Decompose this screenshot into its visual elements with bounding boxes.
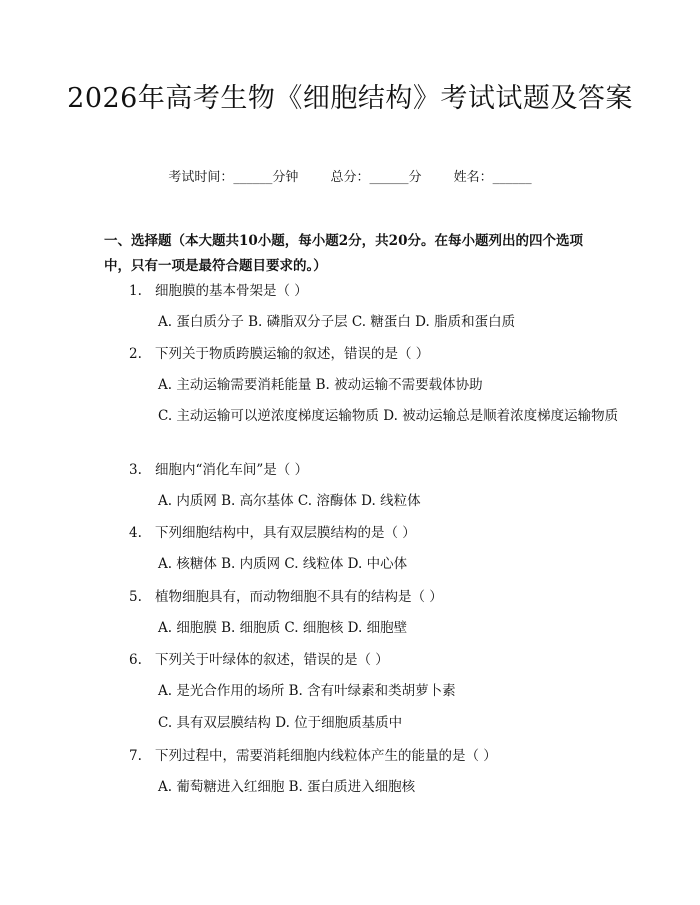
- question-1: [104, 277, 624, 305]
- options-line: A. 主动运输需要消耗能量 B. 被动运输不需要载体协助: [158, 377, 483, 393]
- options-line: A. 细胞膜 B. 细胞质 C. 细胞核 D. 细胞壁: [158, 620, 408, 636]
- question-stem: 下列细胞结构中，具有双层膜结构的是（ ）: [155, 525, 416, 541]
- question-1-options: [104, 308, 624, 336]
- question-6-options-b: [104, 709, 624, 737]
- question-number: 2.: [129, 346, 142, 362]
- exam-meta: [0, 168, 700, 188]
- question-4: [104, 519, 624, 547]
- question-5-options: [104, 614, 624, 642]
- exam-title: 2026年高考生物《细胞结构》考试试题及答案: [67, 83, 633, 114]
- student-name: 姓名：______: [453, 170, 532, 185]
- section-heading: 一、选择题（本大题共10小题，每小题2分，共20分。在每小题列出的四个选项中，只有一项是最符合题目要求的。）: [104, 233, 583, 274]
- options-line: C. 具有双层膜结构 D. 位于细胞质基质中: [158, 715, 403, 731]
- question-6: [104, 646, 624, 674]
- question-number: 1.: [129, 283, 142, 299]
- question-3-options: [104, 487, 624, 515]
- options-line: A. 是光合作用的场所 B. 含有叶绿素和类胡萝卜素: [158, 683, 456, 699]
- question-4-options: [104, 550, 624, 578]
- question-number: 6.: [129, 652, 142, 668]
- question-3: [104, 456, 624, 484]
- question-6-options-a: [104, 677, 624, 705]
- options-line: A. 葡萄糖进入红细胞 B. 蛋白质进入细胞核: [158, 779, 416, 795]
- question-stem: 下列关于叶绿体的叙述，错误的是（ ）: [155, 652, 389, 668]
- question-7-options: [104, 773, 624, 801]
- options-line: A. 内质网 B. 高尔基体 C. 溶酶体 D. 线粒体: [158, 493, 421, 509]
- question-number: 3.: [129, 462, 142, 478]
- question-number: 5.: [129, 589, 142, 605]
- question-number: 4.: [129, 525, 142, 541]
- question-stem: 下列过程中，需要消耗细胞内线粒体产生的能量的是（ ）: [155, 748, 497, 764]
- question-2-options-b: C. 主动运输可以逆浓度梯度运输物质 D. 被动运输总是顺着浓度梯度运输物质: [158, 408, 619, 424]
- question-stem: 下列关于物质跨膜运输的叙述，错误的是（ ）: [155, 346, 430, 362]
- question-stem: 植物细胞具有，而动物细胞不具有的结构是（ ）: [155, 589, 443, 605]
- question-7: [104, 742, 624, 770]
- question-stem: 细胞膜的基本骨架是（ ）: [155, 283, 308, 299]
- question-number: 7.: [129, 748, 142, 764]
- exam-time: 考试时间：______分钟: [168, 170, 299, 185]
- question-2: [104, 340, 624, 368]
- total-score: 总分：______分: [330, 170, 422, 185]
- question-5: [104, 583, 624, 611]
- question-stem: 细胞内“消化车间”是（ ）: [155, 462, 309, 478]
- question-2-options-a: [104, 371, 624, 399]
- options-line: A. 核糖体 B. 内质网 C. 线粒体 D. 中心体: [158, 556, 408, 572]
- options-line: A. 蛋白质分子 B. 磷脂双分子层 C. 糖蛋白 D. 脂质和蛋白质: [158, 314, 516, 330]
